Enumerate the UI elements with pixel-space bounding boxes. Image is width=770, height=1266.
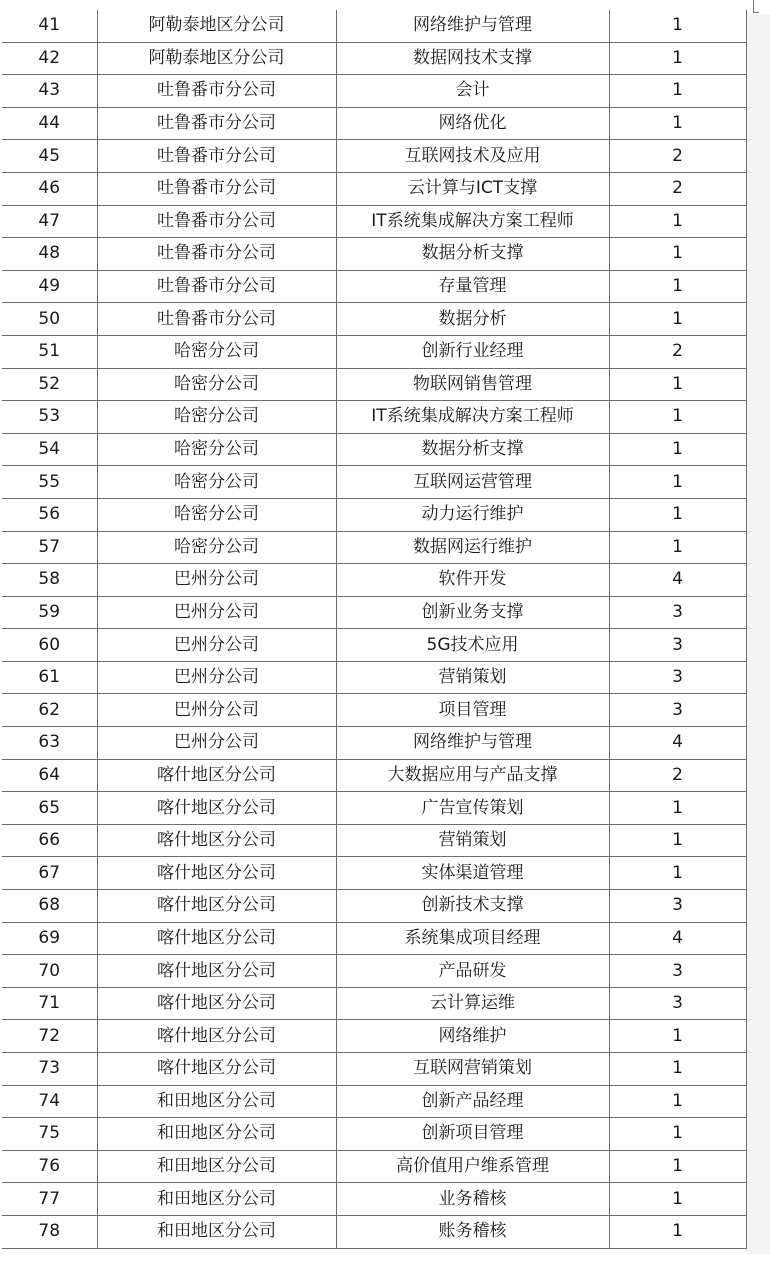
row-number-cell: 62 xyxy=(2,694,97,727)
headcount-cell: 3 xyxy=(609,987,746,1020)
position-name-cell: 高价值用户维系管理 xyxy=(336,1150,609,1183)
headcount-cell: 1 xyxy=(609,303,746,336)
position-name-cell: 业务稽核 xyxy=(336,1183,609,1216)
headcount-cell: 1 xyxy=(609,531,746,564)
row-number-cell: 73 xyxy=(2,1053,97,1086)
table-row xyxy=(2,238,746,271)
row-number-cell: 51 xyxy=(2,335,97,368)
table-row xyxy=(2,792,746,825)
position-name-cell: 动力运行维护 xyxy=(336,498,609,531)
table-row xyxy=(2,466,746,499)
headcount-cell: 3 xyxy=(609,694,746,727)
branch-company-cell: 喀什地区分公司 xyxy=(97,792,336,825)
table-row xyxy=(2,661,746,694)
branch-company-cell: 喀什地区分公司 xyxy=(97,857,336,890)
row-number-cell: 57 xyxy=(2,531,97,564)
headcount-cell: 1 xyxy=(609,466,746,499)
table-row xyxy=(2,172,746,205)
headcount-cell: 1 xyxy=(609,498,746,531)
branch-company-cell: 和田地区分公司 xyxy=(97,1118,336,1151)
headcount-cell: 3 xyxy=(609,596,746,629)
row-number-cell: 44 xyxy=(2,107,97,140)
position-name-cell: 营销策划 xyxy=(336,661,609,694)
position-name-cell: 软件开发 xyxy=(336,564,609,597)
table-row xyxy=(2,75,746,108)
position-name-cell: 数据网运行维护 xyxy=(336,531,609,564)
branch-company-cell: 哈密分公司 xyxy=(97,531,336,564)
headcount-cell: 1 xyxy=(609,1053,746,1086)
branch-company-cell: 吐鲁番市分公司 xyxy=(97,140,336,173)
row-number-cell: 42 xyxy=(2,42,97,75)
branch-company-cell: 巴州分公司 xyxy=(97,564,336,597)
headcount-cell: 1 xyxy=(609,1215,746,1248)
row-number-cell: 74 xyxy=(2,1085,97,1118)
position-name-cell: 大数据应用与产品支撑 xyxy=(336,759,609,792)
branch-company-cell: 和田地区分公司 xyxy=(97,1150,336,1183)
branch-company-cell: 喀什地区分公司 xyxy=(97,1053,336,1086)
position-name-cell: 营销策划 xyxy=(336,824,609,857)
row-number-cell: 48 xyxy=(2,238,97,271)
table-row xyxy=(2,498,746,531)
table-row xyxy=(2,1215,746,1248)
headcount-cell: 1 xyxy=(609,238,746,271)
table-row xyxy=(2,727,746,760)
branch-company-cell: 巴州分公司 xyxy=(97,727,336,760)
position-name-cell: 创新产品经理 xyxy=(336,1085,609,1118)
table-row xyxy=(2,1118,746,1151)
branch-company-cell: 吐鲁番市分公司 xyxy=(97,303,336,336)
branch-company-cell: 巴州分公司 xyxy=(97,694,336,727)
headcount-cell: 1 xyxy=(609,1183,746,1216)
branch-company-cell: 喀什地区分公司 xyxy=(97,955,336,988)
headcount-cell: 2 xyxy=(609,759,746,792)
table-row xyxy=(2,401,746,434)
table-row xyxy=(2,987,746,1020)
row-number-cell: 49 xyxy=(2,270,97,303)
table-row xyxy=(2,107,746,140)
headcount-cell: 1 xyxy=(609,857,746,890)
table-row xyxy=(2,596,746,629)
headcount-cell: 3 xyxy=(609,661,746,694)
headcount-cell: 3 xyxy=(609,955,746,988)
row-number-cell: 77 xyxy=(2,1183,97,1216)
branch-company-cell: 和田地区分公司 xyxy=(97,1215,336,1248)
branch-company-cell: 哈密分公司 xyxy=(97,466,336,499)
row-number-cell: 70 xyxy=(2,955,97,988)
headcount-cell: 1 xyxy=(609,107,746,140)
position-name-cell: 广告宣传策划 xyxy=(336,792,609,825)
headcount-cell: 3 xyxy=(609,890,746,923)
position-name-cell: 5G技术应用 xyxy=(336,629,609,662)
headcount-cell: 1 xyxy=(609,1020,746,1053)
row-number-cell: 45 xyxy=(2,140,97,173)
headcount-cell: 2 xyxy=(609,335,746,368)
branch-company-cell: 喀什地区分公司 xyxy=(97,824,336,857)
headcount-cell: 1 xyxy=(609,368,746,401)
position-name-cell: 数据分析 xyxy=(336,303,609,336)
headcount-cell: 1 xyxy=(609,1150,746,1183)
branch-company-cell: 巴州分公司 xyxy=(97,596,336,629)
branch-company-cell: 吐鲁番市分公司 xyxy=(97,270,336,303)
row-number-cell: 68 xyxy=(2,890,97,923)
position-name-cell: IT系统集成解决方案工程师 xyxy=(336,205,609,238)
table-row xyxy=(2,922,746,955)
position-name-cell: 网络维护 xyxy=(336,1020,609,1053)
headcount-cell: 1 xyxy=(609,401,746,434)
headcount-cell: 1 xyxy=(609,824,746,857)
headcount-cell: 1 xyxy=(609,270,746,303)
table-row xyxy=(2,824,746,857)
table-row xyxy=(2,857,746,890)
headcount-cell: 1 xyxy=(609,433,746,466)
headcount-cell: 4 xyxy=(609,922,746,955)
table-row xyxy=(2,368,746,401)
branch-company-cell: 哈密分公司 xyxy=(97,498,336,531)
position-name-cell: 网络维护与管理 xyxy=(336,10,609,42)
position-name-cell: 创新技术支撑 xyxy=(336,890,609,923)
row-number-cell: 55 xyxy=(2,466,97,499)
position-name-cell: 账务稽核 xyxy=(336,1215,609,1248)
headcount-cell: 2 xyxy=(609,172,746,205)
position-name-cell: 云计算运维 xyxy=(336,987,609,1020)
table-row xyxy=(2,270,746,303)
headcount-cell: 3 xyxy=(609,629,746,662)
position-name-cell: 数据分析支撑 xyxy=(336,433,609,466)
headcount-cell: 1 xyxy=(609,10,746,42)
position-name-cell: 互联网运营管理 xyxy=(336,466,609,499)
table-row xyxy=(2,1020,746,1053)
table-row xyxy=(2,10,746,42)
branch-company-cell: 巴州分公司 xyxy=(97,661,336,694)
position-name-cell: 数据分析支撑 xyxy=(336,238,609,271)
position-name-cell: IT系统集成解决方案工程师 xyxy=(336,401,609,434)
position-name-cell: 数据网技术支撑 xyxy=(336,42,609,75)
position-name-cell: 创新业务支撑 xyxy=(336,596,609,629)
row-number-cell: 64 xyxy=(2,759,97,792)
position-name-cell: 物联网销售管理 xyxy=(336,368,609,401)
table-row xyxy=(2,1183,746,1216)
branch-company-cell: 哈密分公司 xyxy=(97,433,336,466)
row-number-cell: 59 xyxy=(2,596,97,629)
branch-company-cell: 吐鲁番市分公司 xyxy=(97,172,336,205)
branch-company-cell: 喀什地区分公司 xyxy=(97,987,336,1020)
position-name-cell: 云计算与ICT支撑 xyxy=(336,172,609,205)
headcount-cell: 1 xyxy=(609,205,746,238)
table-row xyxy=(2,1053,746,1086)
branch-company-cell: 喀什地区分公司 xyxy=(97,922,336,955)
row-number-cell: 76 xyxy=(2,1150,97,1183)
table-row xyxy=(2,205,746,238)
position-name-cell: 创新行业经理 xyxy=(336,335,609,368)
table-row xyxy=(2,42,746,75)
headcount-cell: 2 xyxy=(609,140,746,173)
branch-company-cell: 和田地区分公司 xyxy=(97,1183,336,1216)
table-row xyxy=(2,890,746,923)
branch-company-cell: 吐鲁番市分公司 xyxy=(97,238,336,271)
corner-crop-mark xyxy=(753,0,759,13)
row-number-cell: 46 xyxy=(2,172,97,205)
branch-company-cell: 喀什地区分公司 xyxy=(97,890,336,923)
row-number-cell: 75 xyxy=(2,1118,97,1151)
table-row xyxy=(2,140,746,173)
branch-company-cell: 哈密分公司 xyxy=(97,368,336,401)
headcount-cell: 4 xyxy=(609,564,746,597)
table-row xyxy=(2,564,746,597)
table-row xyxy=(2,433,746,466)
position-name-cell: 实体渠道管理 xyxy=(336,857,609,890)
row-number-cell: 52 xyxy=(2,368,97,401)
table-row xyxy=(2,759,746,792)
table-row xyxy=(2,1085,746,1118)
table-row xyxy=(2,335,746,368)
position-name-cell: 产品研发 xyxy=(336,955,609,988)
row-number-cell: 60 xyxy=(2,629,97,662)
position-name-cell: 互联网技术及应用 xyxy=(336,140,609,173)
recruitment-table xyxy=(2,10,747,1249)
headcount-cell: 1 xyxy=(609,1085,746,1118)
headcount-cell: 1 xyxy=(609,42,746,75)
row-number-cell: 67 xyxy=(2,857,97,890)
row-number-cell: 72 xyxy=(2,1020,97,1053)
row-number-cell: 78 xyxy=(2,1215,97,1248)
table-row xyxy=(2,1150,746,1183)
page-edge-shadow xyxy=(746,14,770,1254)
row-number-cell: 65 xyxy=(2,792,97,825)
branch-company-cell: 吐鲁番市分公司 xyxy=(97,75,336,108)
branch-company-cell: 喀什地区分公司 xyxy=(97,759,336,792)
row-number-cell: 56 xyxy=(2,498,97,531)
position-name-cell: 互联网营销策划 xyxy=(336,1053,609,1086)
headcount-cell: 4 xyxy=(609,727,746,760)
position-name-cell: 创新项目管理 xyxy=(336,1118,609,1151)
table-row xyxy=(2,955,746,988)
row-number-cell: 54 xyxy=(2,433,97,466)
row-number-cell: 69 xyxy=(2,922,97,955)
row-number-cell: 71 xyxy=(2,987,97,1020)
position-name-cell: 系统集成项目经理 xyxy=(336,922,609,955)
position-name-cell: 网络优化 xyxy=(336,107,609,140)
headcount-cell: 1 xyxy=(609,1118,746,1151)
table-body xyxy=(2,10,746,1248)
position-name-cell: 会计 xyxy=(336,75,609,108)
branch-company-cell: 喀什地区分公司 xyxy=(97,1020,336,1053)
branch-company-cell: 和田地区分公司 xyxy=(97,1085,336,1118)
headcount-cell: 1 xyxy=(609,792,746,825)
row-number-cell: 47 xyxy=(2,205,97,238)
branch-company-cell: 阿勒泰地区分公司 xyxy=(97,42,336,75)
headcount-cell: 1 xyxy=(609,75,746,108)
position-name-cell: 项目管理 xyxy=(336,694,609,727)
row-number-cell: 63 xyxy=(2,727,97,760)
row-number-cell: 66 xyxy=(2,824,97,857)
branch-company-cell: 吐鲁番市分公司 xyxy=(97,205,336,238)
table-row xyxy=(2,531,746,564)
row-number-cell: 58 xyxy=(2,564,97,597)
table-row xyxy=(2,303,746,336)
table-row xyxy=(2,694,746,727)
row-number-cell: 50 xyxy=(2,303,97,336)
row-number-cell: 41 xyxy=(2,10,97,42)
branch-company-cell: 巴州分公司 xyxy=(97,629,336,662)
row-number-cell: 61 xyxy=(2,661,97,694)
branch-company-cell: 哈密分公司 xyxy=(97,335,336,368)
position-name-cell: 存量管理 xyxy=(336,270,609,303)
table-row xyxy=(2,629,746,662)
branch-company-cell: 哈密分公司 xyxy=(97,401,336,434)
branch-company-cell: 吐鲁番市分公司 xyxy=(97,107,336,140)
row-number-cell: 53 xyxy=(2,401,97,434)
branch-company-cell: 阿勒泰地区分公司 xyxy=(97,10,336,42)
position-name-cell: 网络维护与管理 xyxy=(336,727,609,760)
row-number-cell: 43 xyxy=(2,75,97,108)
